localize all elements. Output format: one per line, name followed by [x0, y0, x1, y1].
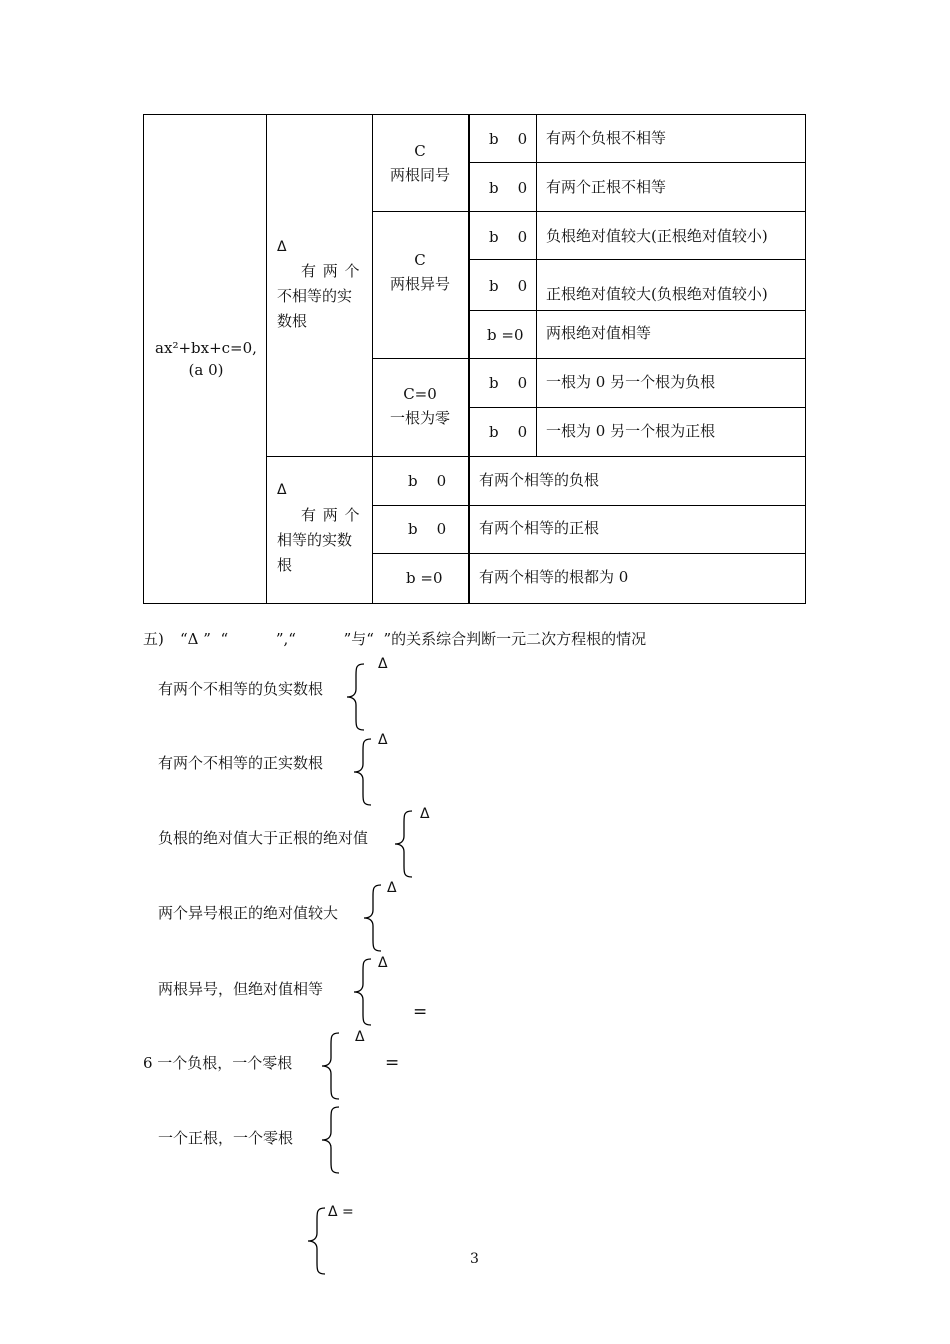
- case-label: 有两个不相等的正实数根: [158, 754, 324, 772]
- opposite-sign-c: C: [414, 251, 426, 269]
- section-heading: “Δ ” “ ”,“ ”与“ ”的关系综合判断一元二次方程根的情况: [180, 630, 647, 648]
- delta-symbol: Δ: [387, 880, 397, 896]
- equation-condition: (a 0): [188, 361, 224, 379]
- section-number: 五): [143, 630, 164, 648]
- condition-cell: b 0: [489, 423, 528, 441]
- result-cell: 有两个相等的负根: [479, 471, 600, 489]
- zero-root-label: 一根为零: [389, 409, 451, 427]
- result-cell: 正根绝对值较大(负根绝对值较小): [546, 285, 768, 303]
- delta-symbol: Δ: [277, 482, 287, 498]
- opposite-sign-label: 两根异号: [389, 275, 451, 293]
- equation-text: ax²+bx+c=0,: [155, 339, 257, 357]
- delta-symbol: Δ: [378, 955, 388, 971]
- equals-sign: =: [413, 1002, 428, 1022]
- delta-symbol: Δ: [378, 656, 388, 672]
- category-unequal-line2: 不相等的实: [277, 287, 353, 305]
- case-label: 两根异号，但绝对值相等: [158, 980, 324, 998]
- condition-cell: b 0: [489, 228, 528, 246]
- result-cell: 有两个相等的正根: [479, 519, 600, 537]
- delta-symbol: Δ: [355, 1029, 365, 1045]
- page-number: 3: [470, 1251, 479, 1267]
- category-unequal-line1: 有 两 个: [301, 262, 361, 280]
- case-label: 一个正根，一个零根: [158, 1129, 294, 1147]
- left-brace-icon: [362, 884, 384, 952]
- case-label: 负根的绝对值大于正根的绝对值: [158, 829, 369, 847]
- case-label: 6 一个负根，一个零根: [143, 1054, 293, 1072]
- same-sign-label: 两根同号: [389, 166, 451, 184]
- category-unequal-line3: 数根: [277, 312, 308, 330]
- condition-cell: b 0: [408, 520, 447, 538]
- category-equal-line3: 根: [277, 556, 293, 574]
- left-brace-icon: [320, 1032, 342, 1100]
- condition-cell: b =0: [406, 569, 443, 587]
- result-cell: 有两个负根不相等: [546, 129, 667, 147]
- condition-cell: b =0: [487, 326, 524, 344]
- left-brace-icon: [306, 1207, 328, 1275]
- equals-sign: =: [385, 1053, 400, 1073]
- result-cell: 两根绝对值相等: [546, 324, 652, 342]
- category-equal-line1: 有 两 个: [301, 506, 361, 524]
- result-cell: 负根绝对值较大(正根绝对值较小): [546, 227, 768, 245]
- category-equal-line2: 相等的实数: [277, 531, 353, 549]
- zero-root-c: C=0: [403, 385, 437, 403]
- case-label: 两个异号根正的绝对值较大: [158, 904, 339, 922]
- condition-cell: b 0: [489, 179, 528, 197]
- delta-symbol: Δ: [277, 239, 287, 255]
- delta-symbol: Δ: [420, 806, 430, 822]
- result-cell: 一根为 0 另一个根为负根: [546, 373, 716, 391]
- delta-symbol: Δ: [378, 732, 388, 748]
- left-brace-icon: [352, 738, 374, 806]
- condition-cell: b 0: [489, 277, 528, 295]
- condition-cell: b 0: [408, 472, 447, 490]
- result-cell: 有两个相等的根都为 0: [479, 568, 629, 586]
- condition-cell: b 0: [489, 374, 528, 392]
- left-brace-icon: [345, 663, 367, 731]
- same-sign-c: C: [414, 142, 426, 160]
- left-brace-icon: [320, 1106, 342, 1174]
- left-brace-icon: [352, 958, 374, 1026]
- left-brace-icon: [393, 810, 415, 878]
- result-cell: 有两个正根不相等: [546, 178, 667, 196]
- case-label: 有两个不相等的负实数根: [158, 680, 324, 698]
- result-cell: 一根为 0 另一个根为正根: [546, 422, 716, 440]
- condition-cell: b 0: [489, 130, 528, 148]
- delta-equals: Δ =: [328, 1204, 354, 1220]
